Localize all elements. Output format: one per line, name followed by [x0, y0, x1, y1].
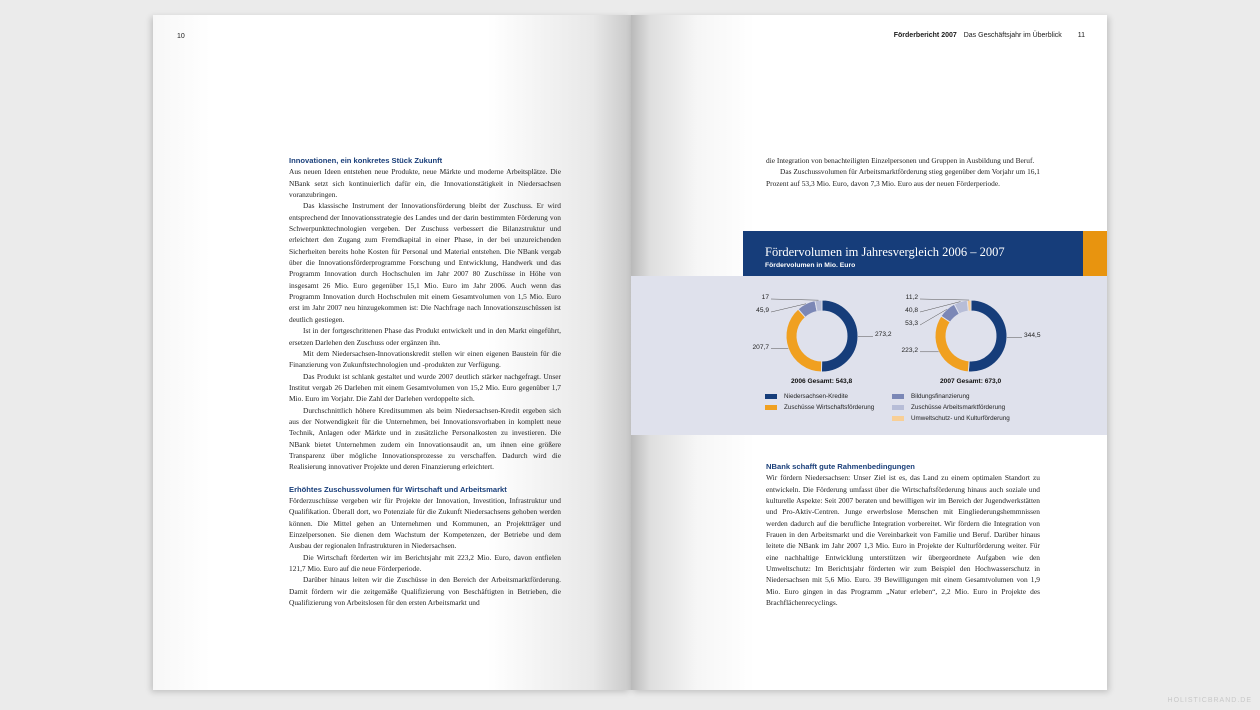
donut-value-label: 273,2 — [875, 331, 892, 339]
paragraph: die Integration von benachteiligten Einzelpersonen und Gruppen in Ausbildung und Beruf. — [766, 156, 1035, 165]
legend-swatch — [765, 405, 777, 410]
legend-item — [765, 393, 848, 400]
paragraph: Mit dem Niedersachsen-Innovationskredit stellen wir einen eigenen Baustein für die Finanzierung von Zukunftstechnologien und -produkten zur Verfügung. — [289, 348, 561, 370]
legend-swatch — [892, 394, 904, 399]
chart-title: Fördervolumen im Jahresvergleich 2006 – 2007 — [765, 245, 1005, 259]
donut-value-label: 223,2 — [901, 346, 918, 354]
legend-swatch — [892, 405, 904, 410]
donut-slice-2007-4 — [967, 300, 971, 311]
paragraph: Aus neuen Ideen entstehen neue Produkte, neue Märkte und moderne Arbeitsplätze. Die NBank setzt sich kontinuierlich dafür ein, die Innovationstätigkeit in Niedersachsen voranzubringen. — [289, 167, 561, 200]
legend-label: Umweltschutz- und Kulturförderung — [911, 415, 1010, 422]
legend-label: Zuschüsse Wirtschaftsförderung — [784, 404, 875, 411]
left-page — [153, 15, 631, 690]
legend-label: Zuschüsse Arbeitsmarktförderung — [911, 404, 1006, 411]
donut-value-label: 40,8 — [905, 307, 918, 314]
leader-line — [920, 299, 969, 300]
paragraph: Das Produkt ist schlank gestaltet und wurde 2007 deutlich stärker nachgefragt. Unser Institut vergab 26 Darlehen mit einem Gesamtvolumen von 15,2 Mio. Euro gegenüber 1,7 Mio. Euro im Vorjahr. Die Zahl der Darlehen verdoppelte sich. — [289, 371, 561, 404]
donut-value-label: 17 — [761, 294, 769, 301]
header-report-title: Förderbericht 2007 — [893, 32, 957, 39]
legend-label: Bildungsfinanzierung — [911, 393, 970, 400]
donut-value-label: 207,7 — [752, 343, 769, 351]
right-text-column — [766, 461, 1040, 608]
paragraph: Förderzuschüsse vergeben wir für Projekte der Innovation, Investition, Infrastruktur und Qualifikation. Überall dort, wo Potenziale für die Zukunft Niedersachsens gehoben werden können. Die Mittel gehen an Unternehmen und Kommunen, an Projektträger und Einzelpersonen. Sie dienen dem Wachstum der Kompetenzen, der Betriebe und dem Ausbau der regionalen Infrastrukturen in Niedersachsen. — [289, 495, 561, 551]
donut-value-label: 11,2 — [905, 294, 918, 301]
donut-total-label: 2006 Gesamt: 543,8 — [791, 378, 853, 385]
donut-slice-2007-0 — [968, 300, 1007, 372]
donut-chart-svg — [631, 276, 1107, 435]
paragraph: Das Zuschussvolumen für Arbeitsmarktförderung stieg gegenüber dem Vorjahr um 16,1 Prozent auf 53,3 Mio. Euro, davon 7,3 Mio. Euro aus der neuen Förderperiode. — [766, 167, 1040, 188]
chart-title-accent — [1083, 231, 1107, 276]
page-number-right: 11 — [1077, 32, 1085, 39]
legend-item — [892, 393, 969, 400]
paragraph: Durchschnittlich höhere Kreditsummen als beim Niedersachsen-Kredit ergeben sich aus der Notwendigkeit für die Unternehmen, bei Innovationsvorhaben in komplett neue Technik, Anlagen oder Märkte und in zusätzliche Personalkosten zu investieren. Die NBank bietet Unternehmen zudem ein Innovationsaudit an, um ihnen eine größere Transparenz über mögliche Innovationsprozesse zu verschaffen. Dadurch wird die Realisierung innovativer Projekte und deren Finanzierung erleichtert. — [289, 405, 561, 472]
watermark: HOLISTICBRAND.DE — [1167, 697, 1252, 704]
paragraph: Das klassische Instrument der Innovationsförderung bleibt der Zuschuss. Er wird entsprechend der Innovationsstrategie des Landes und der darin bestimmten Förderung von Schwerpunkttechnologien vergeben. Der Zuschuss verbessert die Bilanzstruktur und erleichtert den Zugang zum Fremdkapital in einer Phase, in der bei unzureichenden Sicherheiten bereits hohe Kosten für Personal und Material entstehen. Die NBank vergab über die Innovationsförderprogramme Forschung und Entwicklung, Handwerk und das Programm Innovation durch Hochschulen im Jahr 2007 80 Zuschüsse in Höhe von insgesamt 26 Mio. Euro gegenüber 15,1 Mio. Euro im Jahr 2006. Auch wenn das Programm Innovation durch Hochschulen mit einem Gesamtvolumen von 1,5 Mio. Euro erst im Jahr 2007 neu hinzugekommen ist: Die Nachfrage nach Innovationszuschüssen ist deutlich gestiegen. — [289, 201, 561, 324]
paragraph: Die Wirtschaft förderten wir im Berichtsjahr mit 223,2 Mio. Euro, davon entfielen 121,7 Mio. Euro auf die neue Förderperiode. — [289, 552, 561, 574]
heading-zuschussvolumen: Erhöhtes Zuschussvolumen für Wirtschaft und Arbeitsmarkt — [289, 484, 507, 494]
right-intro-column — [766, 155, 1040, 189]
chart-panel — [631, 276, 1107, 435]
heading-rahmenbedingungen: NBank schafft gute Rahmenbedingungen — [766, 462, 915, 471]
donut-slice-2006-1 — [786, 309, 822, 372]
paragraph: Ist in der fortgeschrittenen Phase das Produkt entwickelt und in den Markt eingeführt, ersetzen Darlehen den Zuschuss oder ergänzen ihn. — [289, 326, 561, 347]
page-number-left: 10 — [177, 33, 185, 40]
leader-line — [771, 299, 818, 300]
donut-value-label: 344,5 — [1024, 332, 1041, 340]
left-text-column — [289, 155, 561, 608]
donut-total-label: 2007 Gesamt: 673,0 — [940, 378, 1002, 385]
legend-item — [892, 415, 1010, 422]
donut-slice-2007-1 — [935, 316, 969, 372]
legend-item — [765, 404, 874, 411]
running-header — [894, 32, 1085, 39]
legend-label: Niedersachsen-Kredite — [784, 393, 849, 400]
paragraph: Wir fördern Niedersachsen: Unser Ziel ist es, das Land zu einem optimalen Standort zu entwickeln. Die Förderung umfasst über die Wirtschaftsförderung hinaus auch soziale und kulturelle Aspekte: Seit 2007 beraten und bewilligen wir im Bereich der Jugendwerkstätten und Pro-Aktiv-Centren. Junge erwerbslose Menschen mit Eingliederungshemmnissen werden dadurch auf die berufliche Integration vorbereitet. Wir fördern die Integration von Frauen in den Arbeitsmarkt und die Vereinbarkeit von Familie und Beruf. Darüber hinaus leitete die NBank im Jahr 2007 1,3 Mio. Euro in Projekte der Kulturförderung weiter. Für eine nachhaltige Entwicklung unterstützen wir übergeordnete Aufgaben wie den Umweltschutz: Im Berichtsjahr förderten wir zum Beispiel den Hochwasserschutz in Niedersachsen mit 5,6 Mio. Euro. 39 Bewilligungen mit einem Gesamtvolumen von 1,9 Mio. Euro gingen in das Programm „Natur erleben“, 2,2 Mio. Euro in Projekte des Brachflächenrecyclings. — [766, 473, 1040, 608]
heading-innovationen: Innovationen, ein konkretes Stück Zukunft — [289, 156, 443, 165]
legend-item — [892, 404, 1005, 411]
chart-subtitle: Fördervolumen in Mio. Euro — [765, 262, 856, 269]
paragraph: Darüber hinaus leiten wir die Zuschüsse in den Bereich der Arbeitsmarktförderung. Damit fördern wir die zeitgemäße Qualifizierung von Beschäftigten in Betrieben, die Qualifizierung von Arbeitslosen für den ersten Arbeitsmarkt und — [289, 575, 561, 608]
donut-slice-2006-0 — [821, 300, 858, 372]
header-section-title: Das Geschäftsjahr im Überblick — [963, 32, 1062, 39]
legend-swatch — [765, 394, 777, 399]
donut-value-label: 53,3 — [905, 320, 918, 327]
donut-value-label: 45,9 — [756, 307, 769, 314]
legend-swatch — [892, 416, 904, 421]
chart-title-bar — [743, 231, 1083, 276]
